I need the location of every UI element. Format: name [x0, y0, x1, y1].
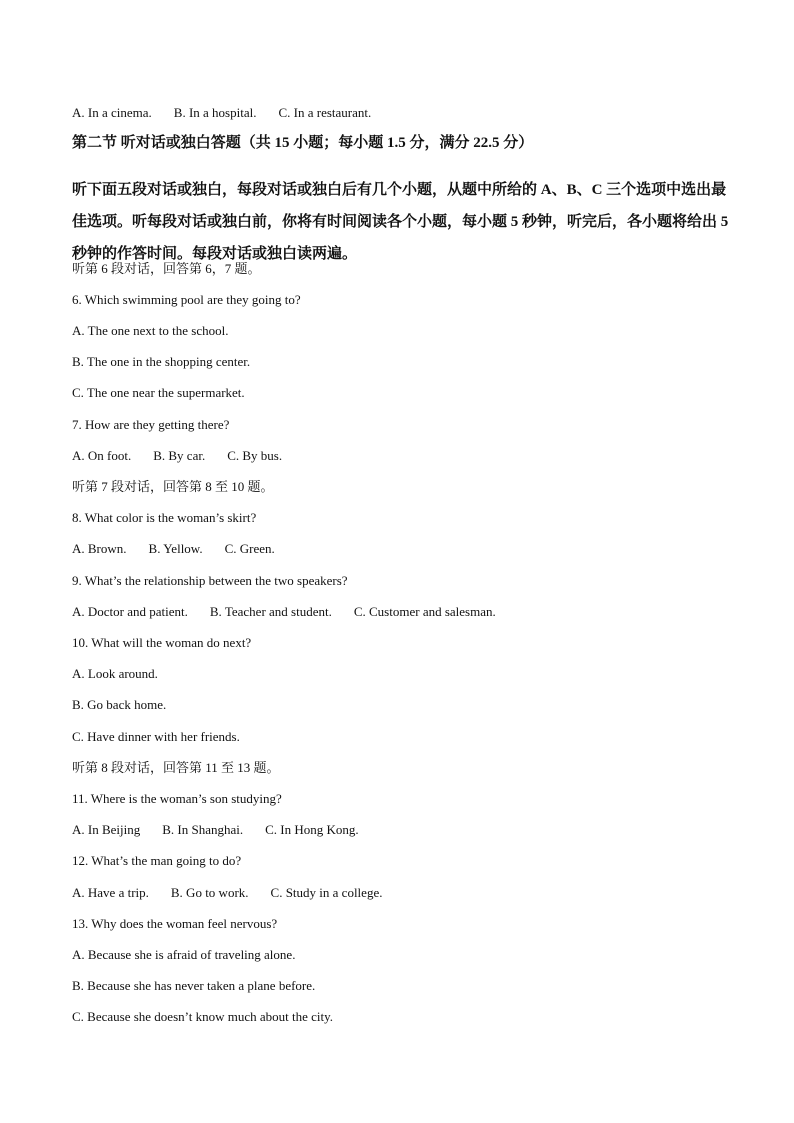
q13-option-a: A. Because she is afraid of traveling alone.	[72, 947, 296, 962]
q11-stem: 11. Where is the woman’s son studying?	[72, 791, 282, 806]
q6-option-b: B. The one in the shopping center.	[72, 354, 251, 369]
q7-option-c: C. By bus.	[227, 448, 283, 463]
q11-options	[72, 821, 359, 839]
q12-options	[72, 884, 382, 902]
q5-option-c: C. In a restaurant.	[278, 105, 372, 120]
q9-option-b: B. Teacher and student.	[209, 604, 332, 619]
q12-stem: 12. What’s the man going to do?	[72, 853, 242, 868]
q6-stem: 6. Which swimming pool are they going to?	[72, 292, 301, 307]
q13-option-c: C. Because she doesn’t know much about the city.	[72, 1009, 334, 1024]
q8-option-a: A. Brown.	[72, 541, 127, 556]
q12-option-b: B. Go to work.	[170, 885, 249, 900]
section2-instructions: 听下面五段对话或独白，每段对话或独白后有几个小题，从题中所给的 A、B、C 三个选项中选出最佳选项。听每段对话或独白前，你将有时间阅读各个小题，每小题 5 秒钟，听完后，各小题将给出 5 秒钟的作答时间。每段对话或独白读两遍。	[72, 182, 729, 262]
q7-stem: 7. How are they getting there?	[72, 417, 230, 432]
q11-option-a: A. In Beijing	[72, 822, 141, 837]
q10-stem: 10. What will the woman do next?	[72, 635, 252, 650]
q9-option-c: C. Customer and salesman.	[353, 604, 496, 619]
q5-options	[72, 104, 371, 122]
q10-option-c: C. Have dinner with her friends.	[72, 729, 240, 744]
q6-option-c: C. The one near the supermarket.	[72, 385, 245, 400]
q7-option-a: A. On foot.	[72, 448, 132, 463]
q6-option-a: A. The one next to the school.	[72, 323, 229, 338]
q13-option-b: B. Because she has never taken a plane before.	[72, 978, 316, 993]
q12-option-a: A. Have a trip.	[72, 885, 149, 900]
q8-options	[72, 540, 275, 558]
q12-option-c: C. Study in a college.	[270, 885, 383, 900]
q7-option-b: B. By car.	[153, 448, 206, 463]
dialog8-intro: 听第 8 段对话，回答第 11 至 13 题。	[72, 760, 280, 775]
q9-option-a: A. Doctor and patient.	[72, 604, 188, 619]
q9-stem: 9. What’s the relationship between the two speakers?	[72, 573, 348, 588]
q8-option-b: B. Yellow.	[148, 541, 203, 556]
q5-option-a: A. In a cinema.	[72, 105, 152, 120]
q8-stem: 8. What color is the woman’s skirt?	[72, 510, 257, 525]
dialog7-intro: 听第 7 段对话，回答第 8 至 10 题。	[72, 479, 274, 494]
dialog6-intro: 听第 6 段对话，回答第 6，7 题。	[72, 261, 261, 276]
q10-option-a: A. Look around.	[72, 666, 158, 681]
q11-option-c: C. In Hong Kong.	[265, 822, 359, 837]
q7-options	[72, 447, 282, 465]
section2-heading: 第二节 听对话或独白答题（共 15 小题；每小题 1.5 分，满分 22.5 分）	[72, 135, 534, 151]
q5-option-b: B. In a hospital.	[173, 105, 257, 120]
q13-stem: 13. Why does the woman feel nervous?	[72, 916, 278, 931]
q8-option-c: C. Green.	[224, 541, 275, 556]
q11-option-b: B. In Shanghai.	[162, 822, 244, 837]
q9-options	[72, 603, 496, 621]
q10-option-b: B. Go back home.	[72, 697, 167, 712]
